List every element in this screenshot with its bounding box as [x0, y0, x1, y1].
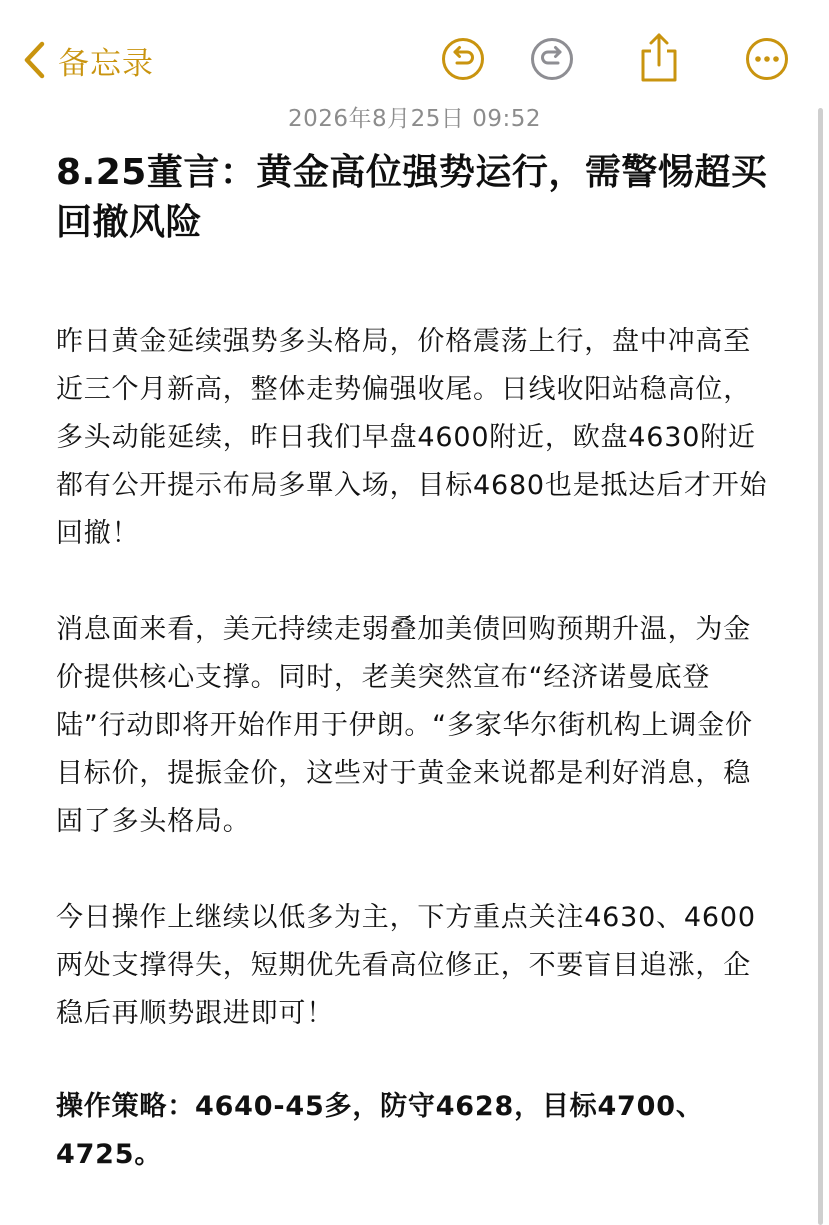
scrollbar[interactable] — [818, 108, 823, 1225]
back-button[interactable] — [22, 38, 154, 82]
note-strategy-paragraph: 操作策略：4640-45多，防守4628，目标4700、4725。 — [56, 1091, 704, 1170]
note-paragraph: 今日操作上继续以低多为主，下方重点关注4630、4600两处支撑得失，短期优先看高位修正，不要盲目追涨，企稳后再顺势跟进即可！ — [56, 902, 756, 1029]
undo-icon — [440, 36, 486, 82]
undo-button[interactable] — [440, 36, 486, 82]
back-label: 备忘录 — [58, 45, 154, 82]
note-title: 8.25董言：黄金高位强势运行，需警惕超买回撤风险 — [56, 152, 768, 243]
navigation-toolbar — [0, 0, 829, 110]
note-body[interactable] — [56, 148, 776, 1179]
note-paragraph: 昨日黄金延续强势多头格局，价格震荡上行，盘中冲高至近三个月新高，整体走势偏强收尾。日线收阳站稳高位，多头动能延续，昨日我们早盘4600附近，欧盘4630附近都有公开提示布局多單入场，目标4680也是抵达后才开始回撤！ — [56, 326, 768, 549]
more-icon — [744, 36, 790, 82]
share-icon — [636, 32, 682, 84]
more-button[interactable] — [744, 36, 790, 82]
share-button[interactable] — [636, 32, 682, 84]
note-paragraph: 消息面来看，美元持续走弱叠加美债回购预期升温，为金价提供核心支撑。同时，老美突然宣布“经济诺曼底登陆”行动即将开始作用于伊朗。“多家华尔街机构上调金价目标价，提振金价，这些对于黄金来说都是利好消息，稳固了多头格局。 — [56, 614, 753, 837]
redo-icon — [529, 36, 575, 82]
redo-button[interactable] — [529, 36, 575, 82]
chevron-left-icon — [22, 40, 46, 80]
note-timestamp: 2026年8月25日 09:52 — [287, 106, 542, 132]
